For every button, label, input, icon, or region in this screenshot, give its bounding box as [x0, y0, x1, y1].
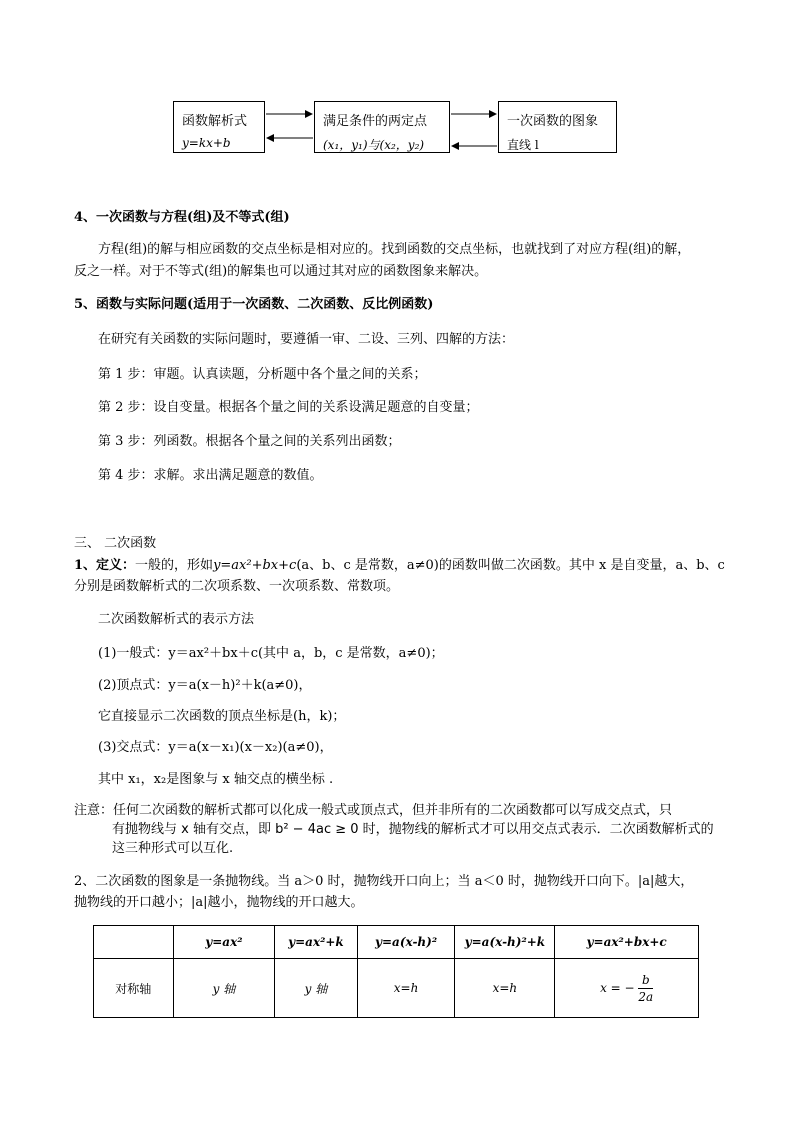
table-header-cell: y=ax² — [173, 926, 275, 959]
diagram-arrows — [0, 0, 794, 200]
box3-line: 直线 l — [507, 138, 539, 152]
section5-step4: 第 4 步：求解。求出满足题意的数值。 — [98, 468, 323, 483]
box2-points: (x₁，y₁)与(x₂，y₂) — [323, 138, 425, 152]
section4-heading: 4、一次函数与方程(组)及不等式(组) — [74, 210, 290, 225]
definition-line2: 分别是函数解析式的二次项系数、一次项系数、常数项。 — [74, 579, 400, 594]
fraction-denominator: 2a — [638, 989, 654, 1004]
section4-para-line1: 方程(组)的解与相应函数的交点坐标是相对应的。找到函数的交点坐标，也就找到了对应方程(组)的解， — [98, 242, 691, 257]
part3-heading: 三、 二次函数 — [74, 536, 157, 551]
box1-formula: y=kx+b — [182, 136, 231, 150]
section5-step1: 第 1 步：审题。认真读题，分析题中各个量之间的关系； — [98, 367, 427, 382]
table-header-cell: y=a(x-h)² — [357, 926, 455, 959]
table-row-label: 对称轴 — [94, 959, 174, 1018]
table-header-cell — [94, 926, 174, 959]
fraction — [638, 972, 653, 1005]
table-row — [94, 959, 699, 1018]
note-line3: 这三种形式可以互化. — [112, 841, 234, 856]
note-line1: 注意：任何二次函数的解析式都可以化成一般式或顶点式，但并非所有的二次函数都可以写成交点式，只 — [74, 803, 673, 818]
box1-title: 函数解析式 — [182, 114, 248, 129]
section5-heading: 5、函数与实际问题(适用于一次函数、二次函数、反比例函数) — [74, 297, 434, 312]
definition-formula: y=ax²+bx+c — [213, 558, 297, 573]
section5-intro: 在研究有关函数的实际问题时，要遵循一审、二设、三列、四解的方法： — [98, 332, 515, 347]
form-general: (1)一般式：y＝ax²＋bx＋c(其中 a，b，c 是常数，a≠0)； — [98, 646, 444, 661]
table-cell: y 轴 — [173, 959, 275, 1018]
table-cell-formula — [555, 959, 699, 1018]
formula-prefix: x = − — [600, 980, 635, 995]
table-cell: y 轴 — [275, 959, 357, 1018]
box2-title: 满足条件的两定点 — [323, 114, 428, 129]
form-vertex-note: 它直接显示二次函数的顶点坐标是(h，k)； — [98, 709, 346, 724]
definition-text-a: 一般的，形如 — [135, 558, 214, 573]
form-intercept-note: 其中 x₁，x₂是图象与 x 轴交点的横坐标 . — [98, 772, 334, 787]
table-header-cell: y=a(x-h)²+k — [455, 926, 555, 959]
table-cell: x=h — [357, 959, 455, 1018]
box3-title: 一次函数的图象 — [507, 114, 599, 129]
definition-text-b: (a、b、c 是常数，a≠0)的函数叫做二次函数。其中 x 是自变量，a、b、c — [296, 558, 725, 573]
section4-para-line2: 反之一样。对于不等式(组)的解集也可以通过其对应的函数图象来解决。 — [74, 264, 488, 279]
section5-step3: 第 3 步：列函数。根据各个量之间的关系列出函数； — [98, 434, 401, 449]
definition-label: 1、定义： — [74, 558, 136, 573]
table-header-row — [94, 926, 699, 959]
form-vertex: (2)顶点式：y＝a(x－h)²＋k(a≠0)， — [98, 678, 312, 693]
graph-line1: 2、二次函数的图象是一条抛物线。当 a＞0 时，抛物线开口向上；当 a＜0 时，抛物线开口向下。|a|越大， — [74, 874, 694, 889]
forms-title: 二次函数解析式的表示方法 — [98, 612, 255, 627]
axis-of-symmetry-table — [93, 925, 699, 1018]
graph-line2: 抛物线的开口越小；|a|越小，抛物线的开口越大。 — [74, 895, 364, 910]
note-line2: 有抛物线与 x 轴有交点，即 b² − 4ac ≥ 0 时，抛物线的解析式才可以用交点式表示．二次函数解析式的 — [112, 822, 714, 837]
table-cell: x=h — [455, 959, 555, 1018]
form-intercept: (3)交点式：y＝a(x－x₁)(x－x₂)(a≠0)， — [98, 740, 333, 755]
definition-line1 — [74, 557, 725, 575]
section5-step2: 第 2 步：设自变量。根据各个量之间的关系设满足题意的自变量； — [98, 400, 479, 415]
table-header-cell: y=ax²+k — [275, 926, 357, 959]
fraction-numerator: b — [638, 972, 653, 989]
table-header-cell: y=ax²+bx+c — [555, 926, 699, 959]
